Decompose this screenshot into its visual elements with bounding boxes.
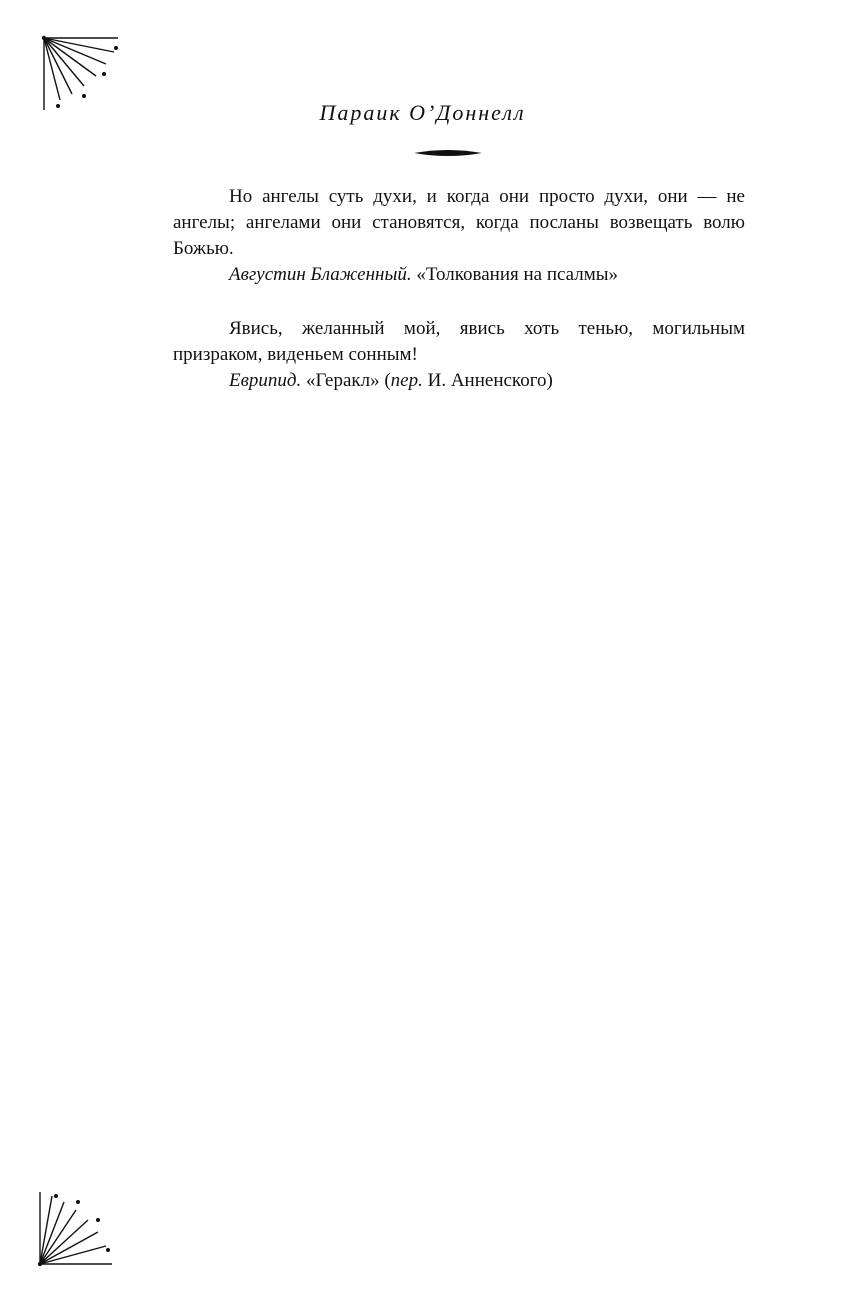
epigraph-augustine <box>173 184 745 288</box>
epigraph-attribution <box>173 262 745 288</box>
corner-rays-icon <box>34 1190 118 1268</box>
epigraph-translator: И. Анненского) <box>427 370 553 391</box>
epigraph-work: «Геракл» ( <box>305 370 391 391</box>
epigraph-quote: Явись, желанный мой, явись хоть тенью, могильным призраком, виденьем сонным! <box>173 318 745 365</box>
epigraph-author: Еврипид. <box>229 370 302 391</box>
epigraph-euripides <box>173 316 745 394</box>
epigraph-quote: Но ангелы суть духи, и когда они просто духи, они — не ангелы; ангелами они становятся, когда посланы возвещать волю Божью. <box>173 186 745 259</box>
running-title: Параик О’Доннелл <box>319 100 526 125</box>
lens-ornament-icon <box>414 148 482 158</box>
epigraph-work: «Толкования на псалмы» <box>416 264 619 285</box>
epigraph-translator-abbr: пер. <box>390 370 423 391</box>
epigraph-attribution <box>173 368 745 394</box>
epigraph-author: Августин Блаженный. <box>229 264 412 285</box>
